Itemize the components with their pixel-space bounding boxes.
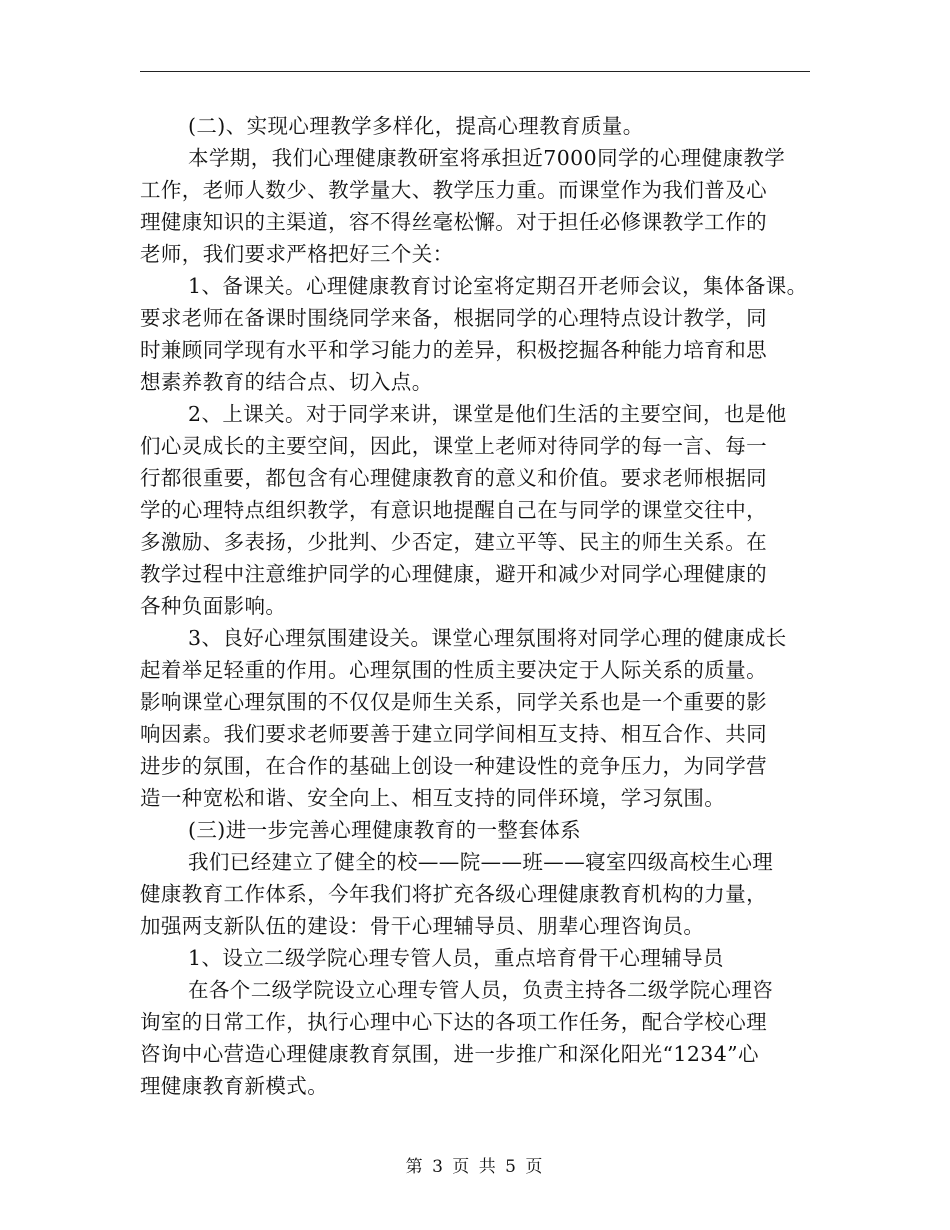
paragraph-line: 想素养教育的结合点、切入点。 <box>140 370 433 394</box>
paragraph-line: 在各个二级学院设立心理专管人员，负责主持各二级学院心理咨 <box>188 978 774 1002</box>
paragraph-line: 起着举足轻重的作用。心理氛围的性质主要决定于人际关系的质量。 <box>140 658 767 682</box>
subsection-heading: 1、设立二级学院心理专管人员，重点培育骨干心理辅导员 <box>188 946 724 970</box>
paragraph-line: 咨询中心营造心理健康教育氛围，进一步推广和深化阳光“1234”心 <box>140 1042 759 1066</box>
paragraph-line: 造一种宽松和谐、安全向上、相互支持的同伴环境，学习氛围。 <box>140 786 726 810</box>
paragraph-line: 健康教育工作体系，今年我们将扩充各级心理健康教育机构的力量， <box>140 882 767 906</box>
paragraph-line: 各种负面影响。 <box>140 594 287 618</box>
page-number-footer: 第 3 页 共 5 页 <box>405 1157 545 1177</box>
paragraph-line: 教学过程中注意维护同学的心理健康，避开和减少对同学心理健康的 <box>140 562 767 586</box>
paragraph-line: 询室的日常工作，执行心理中心下达的各项工作任务，配合学校心理 <box>140 1010 767 1034</box>
paragraph-line: 我们已经建立了健全的校——院——班——寝室四级高校生心理 <box>188 850 774 874</box>
header-rule <box>140 71 810 72</box>
paragraph-line: 们心灵成长的主要空间，因此，课堂上老师对待同学的每一言、每一 <box>140 434 767 458</box>
section-heading-3: (三)进一步完善心理健康教育的一整套体系 <box>188 818 581 842</box>
paragraph-line: 1、备课关。心理健康教育讨论室将定期召开老师会议，集体备课。 <box>188 274 808 298</box>
paragraph-line: 本学期，我们心理健康教研室将承担近7000同学的心理健康教学 <box>188 146 786 170</box>
paragraph-line: 学的心理特点组织教学，有意识地提醒自己在与同学的课堂交往中， <box>140 498 767 522</box>
paragraph-line: 响因素。我们要求老师要善于建立同学间相互支持、相互合作、共同 <box>140 722 767 746</box>
paragraph-line: 行都很重要，都包含有心理健康教育的意义和价值。要求老师根据同 <box>140 466 767 490</box>
paragraph-line: 要求老师在备课时围绕同学来备，根据同学的心理特点设计教学，同 <box>140 306 767 330</box>
paragraph-line: 工作，老师人数少、教学量大、教学压力重。而课堂作为我们普及心 <box>140 178 767 202</box>
paragraph-line: 加强两支新队伍的建设：骨干心理辅导员、朋辈心理咨询员。 <box>140 914 705 938</box>
paragraph-line: 时兼顾同学现有水平和学习能力的差异，积极挖掘各种能力培育和思 <box>140 338 767 362</box>
paragraph-line: 多激励、多表扬，少批判、少否定，建立平等、民主的师生关系。在 <box>140 530 767 554</box>
paragraph-line: 老师，我们要求严格把好三个关： <box>140 242 454 266</box>
paragraph-line: 3、良好心理氛围建设关。课堂心理氛围将对同学心理的健康成长 <box>188 626 787 650</box>
paragraph-line: 2、上课关。对于同学来讲，课堂是他们生活的主要空间，也是他 <box>188 402 787 426</box>
paragraph-line: 进步的氛围，在合作的基础上创设一种建设性的竞争压力，为同学营 <box>140 754 767 778</box>
paragraph-line: 理健康教育新模式。 <box>140 1074 329 1098</box>
paragraph-line: 影响课堂心理氛围的不仅仅是师生关系，同学关系也是一个重要的影 <box>140 690 767 714</box>
section-heading-2: (二)、实现心理教学多样化，提高心理教育质量。 <box>188 114 644 138</box>
paragraph-line: 理健康知识的主渠道，容不得丝毫松懈。对于担任必修课教学工作的 <box>140 210 767 234</box>
